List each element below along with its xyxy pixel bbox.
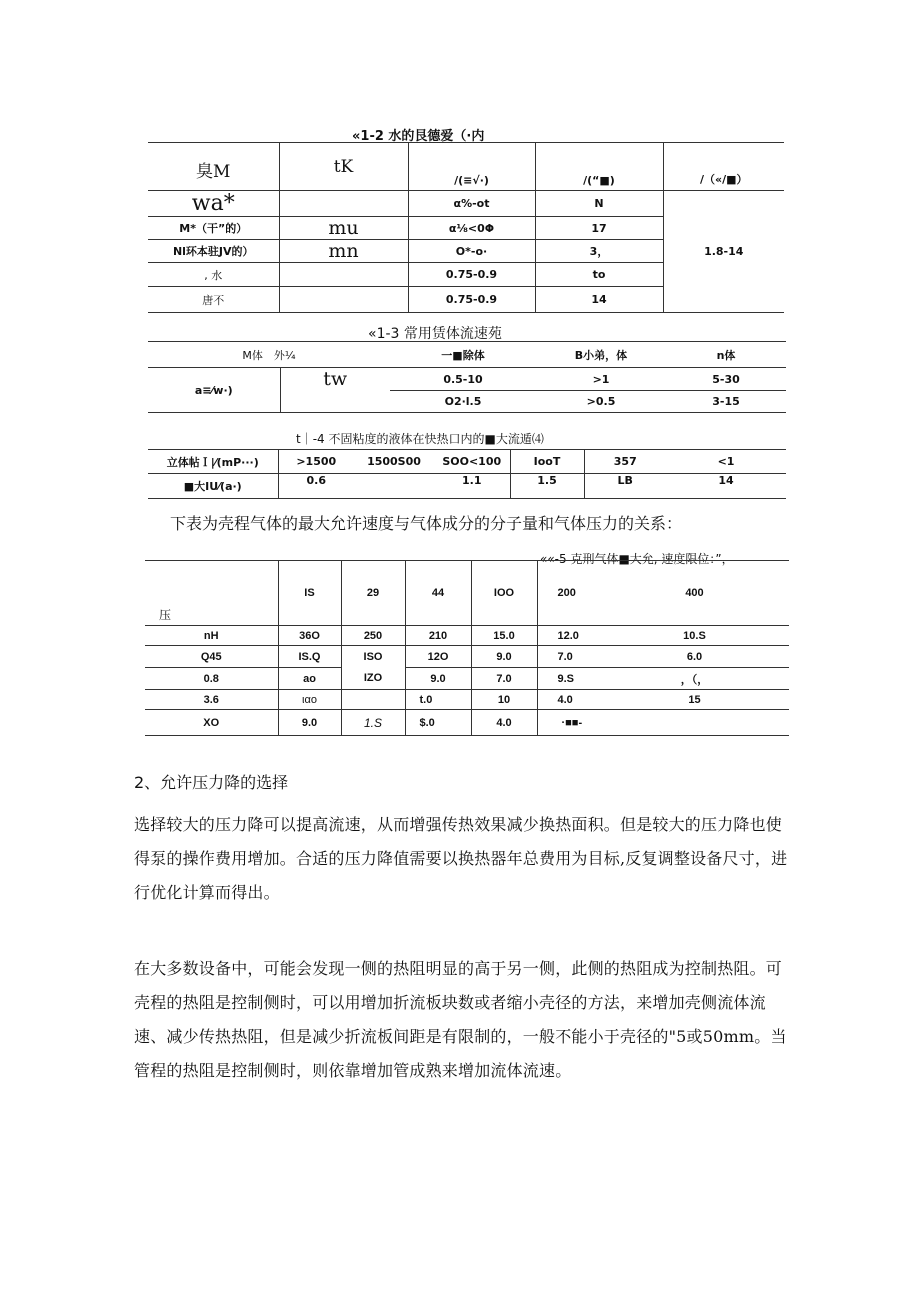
t3-r1-c0: ■大IU⁄(a·) <box>148 474 278 499</box>
t3-r0-c0: 立体帖Ｉ|⁄(mP···) <box>148 450 278 474</box>
t4-r3-c4: 10 <box>471 690 537 710</box>
t1-r0-c2 <box>279 191 408 217</box>
table-row <box>148 191 784 217</box>
table-row <box>145 626 789 646</box>
t2-row-mid: tw <box>280 368 390 413</box>
t1-header-2: /(≡√·) <box>408 143 535 191</box>
t4-r0-c2: 250 <box>341 626 405 646</box>
table2-caption: «1-3 常用赁体流速苑 <box>368 326 502 342</box>
t4-r4-c3: $.0 <box>405 710 471 736</box>
t1-r2-c2: mn <box>279 240 408 263</box>
t1-header-0: 臭M <box>148 143 279 191</box>
t2-header-0: M体 外¼ <box>242 348 296 362</box>
t4-r2-c6: ，（， <box>680 673 709 686</box>
t2-r1-c0: O2·l.5 <box>444 395 482 408</box>
table2 <box>148 341 786 413</box>
t3-r0-c1: >1500 <box>296 455 337 468</box>
t1-r3-c3: 0.75-0.9 <box>408 263 535 287</box>
t2-r0-c1: >1 <box>592 372 610 386</box>
t4-r3-c3: t.0 <box>405 690 471 710</box>
t4-r0-c5: 12.0 <box>557 629 579 642</box>
t4-header-0: IS <box>278 561 341 626</box>
paragraph-2: 在大多数设备中，可能会发现一侧的热阻明显的高于另一侧，此侧的热阻成为控制热阻。可壳程的热阻是控制侧时，可以用增加折流板块数或者缩小壳径的方法，来增加壳侧流体流速、减少传热热阻，但是减少折流板间距是有限制的，一般不能小于壳径的"5或50mm。当管程的热阻是控制侧时，则依靠增加管成熟来增加流体流速。 <box>134 959 787 1080</box>
t3-r1-c4: 1.5 <box>510 474 584 499</box>
t4-header-4: 200 <box>557 587 576 599</box>
t4-r4-c0: XO <box>145 710 278 736</box>
t4-r0-c4: 15.0 <box>471 626 537 646</box>
t4-r2-c5: 9.S <box>557 672 575 685</box>
t4-r1-c2: ISO <box>341 646 405 668</box>
t1-r4-c4: 14 <box>535 287 663 313</box>
t1-r0-c1: wa* <box>148 191 279 217</box>
t4-r2-c1: ao <box>278 668 341 690</box>
t1-r1-c1: M*（干”的） <box>148 217 279 240</box>
t2-r1-c1: >0.5 <box>586 395 616 408</box>
t1-r1-c2: mu <box>279 217 408 240</box>
t2-r0-c2: 5-30 <box>712 372 740 386</box>
t1-r2-c4: 3， <box>535 240 663 263</box>
t4-r4-c5: ·■■- <box>561 716 583 729</box>
table-row <box>145 690 789 710</box>
t2-r0-c0: 0.5-10 <box>443 372 483 386</box>
t3-r0-c6: <1 <box>717 455 735 468</box>
t4-r4-c6 <box>600 710 789 736</box>
table-row <box>148 450 786 474</box>
t3-r0-c5: 357 <box>613 455 637 468</box>
table1-caption: «1-2 水的艮德爱（·内 <box>352 129 485 144</box>
t4-header-2: 44 <box>405 561 471 626</box>
t1-r1-c3: α⅛<0Φ <box>408 217 535 240</box>
t1-r3-c2 <box>279 263 408 287</box>
t4-r4-c4: 4.0 <box>471 710 537 736</box>
t1-header-1: tK <box>279 143 408 191</box>
table3 <box>148 449 786 499</box>
t1-r3-c1: , 水 <box>148 263 279 287</box>
t4-r3-c1: ιαo <box>278 690 341 710</box>
table-row <box>145 710 789 736</box>
table4-caption: ««-5 克刑气体■大允, 速度限位：”， <box>540 552 734 566</box>
t2-header-3: n体 <box>716 348 736 362</box>
t1-r4-c2 <box>279 287 408 313</box>
t3-r0-c4: IooT <box>510 450 584 474</box>
t4-r2-c3: 9.0 <box>405 668 471 690</box>
t1-merged-value: 1.8-14 <box>704 245 744 258</box>
t4-r1-c1: IS.Q <box>278 646 341 668</box>
intro-text: 下表为壳程气体的最大允许速度与气体成分的分子量和气体压力的关系： <box>170 514 683 533</box>
t1-r1-c4: 17 <box>535 217 663 240</box>
t3-r0-c3: SOO<100 <box>434 450 510 474</box>
t1-r4-c1: 唐不 <box>148 287 279 313</box>
t4-r1-c5: 7.0 <box>537 646 600 668</box>
t4-r4-c1: 9.0 <box>278 710 341 736</box>
t2-r1-c2: 3-15 <box>712 395 740 408</box>
t3-r1-c6: 14 <box>718 474 734 487</box>
t3-r1-c5: LB <box>617 474 633 487</box>
table-row <box>145 646 789 668</box>
paragraph-1: 选择较大的压力降可以提高流速，从而增强传热效果减少换热面积。但是较大的压力降也使得泵的操作费用增加。合适的压力降值需要以换热器年总费用为目标,反复调整设备尺寸，进行优化计算而得出。 <box>134 815 788 902</box>
t3-r1-c3: 1.1 <box>434 474 510 499</box>
table3-caption: t｜-4 不固粘度的液体在快热口内的■大流遁⑷ <box>296 432 544 446</box>
t4-r1-c0: Q45 <box>145 646 278 668</box>
table1 <box>148 142 784 313</box>
table-row <box>148 474 786 499</box>
t3-r1-c1: 0.6 <box>306 474 326 487</box>
t4-r1-c3: 12O <box>405 646 471 668</box>
t2-header-2: B小弟，体 <box>574 348 628 362</box>
t4-r3-c0: 3.6 <box>145 690 278 710</box>
t1-header-3: /(“■) <box>535 143 663 191</box>
t1-r2-c3: O*-o· <box>408 240 535 263</box>
t1-r2-c1: Nl环本驻JV的） <box>148 240 279 263</box>
t1-r0-c3: α%-ot <box>408 191 535 217</box>
t3-r0-c2: 1500S00 <box>367 455 421 468</box>
t4-r2-c0: 0.8 <box>145 668 278 690</box>
t4-r1-c6: 6.0 <box>600 646 789 668</box>
t4-r0-c6: 10.S <box>683 629 706 642</box>
table-row <box>145 668 789 690</box>
t4-header-label: 压 <box>145 561 278 626</box>
t2-row-label: a≡⁄w·) <box>148 368 280 413</box>
table-row <box>148 368 786 391</box>
t4-r2-c2: IZO <box>341 668 405 690</box>
t4-r1-c4: 9.0 <box>471 646 537 668</box>
t4-header-3: IOO <box>471 561 537 626</box>
t4-r3-c2 <box>341 690 405 710</box>
t4-r0-c3: 210 <box>405 626 471 646</box>
t1-r4-c3: 0.75-0.9 <box>408 287 535 313</box>
t3-r1-c2 <box>354 474 434 499</box>
t4-r3-c5: 4.0 <box>557 693 573 706</box>
t1-r3-c4: to <box>535 263 663 287</box>
t4-r0-c0: nH <box>145 626 278 646</box>
t2-header-1: 一■除体 <box>441 348 485 362</box>
section-heading: 2、允许压力降的选择 <box>134 773 289 792</box>
table4 <box>145 560 789 736</box>
t4-r3-c6: 15 <box>688 693 701 706</box>
t4-header-1: 29 <box>341 561 405 626</box>
t4-r2-c4: 7.0 <box>471 668 537 690</box>
t4-header-5: 400 <box>685 587 704 599</box>
t4-r0-c1: 36O <box>278 626 341 646</box>
t4-r4-c2: 1.S <box>341 710 405 736</box>
t1-r0-c4: N <box>535 191 663 217</box>
t1-header-4: /（«/■） <box>699 173 748 186</box>
